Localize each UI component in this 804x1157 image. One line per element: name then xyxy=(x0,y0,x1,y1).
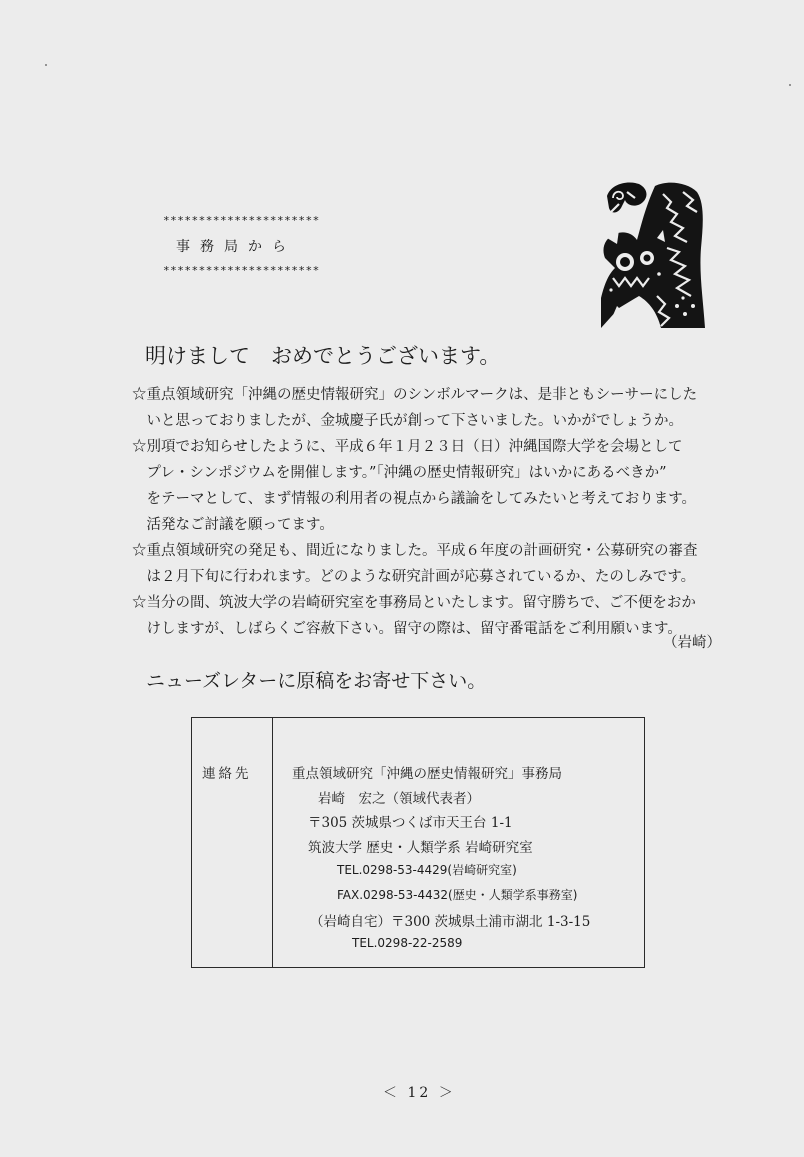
paragraph-line: 活発なご討議を願ってます。 xyxy=(132,517,334,533)
announcement-paragraphs xyxy=(132,382,698,642)
contact-person: 岩崎 宏之（領域代表者） xyxy=(318,791,480,807)
signature: （岩崎） xyxy=(663,635,721,651)
paragraph-line: をテーマとして、まず情報の利用者の視点から議論をしてみたいと考えております。 xyxy=(132,491,697,507)
paragraph-line: いと思っておりましたが、金城慶子氏が創って下さいました。いかがでしょうか。 xyxy=(132,413,683,429)
page-number: ＜ 12 ＞ xyxy=(383,1085,456,1101)
header-stars-bottom: ********************** xyxy=(163,264,320,277)
greeting-heading: 明けまして おめでとうございます。 xyxy=(145,344,501,368)
header-title: 事務局から xyxy=(176,239,296,255)
paragraph-line: ☆別項でお知らせしたように、平成６年１月２３日（日）沖縄国際大学を会場として xyxy=(132,439,683,455)
paragraph-line: プレ・シンポジウムを開催します。”「沖縄の歴史情報研究」はいかにあるべきか” xyxy=(132,465,667,481)
contact-label: 連絡先 xyxy=(202,766,252,782)
paragraph-line: ☆当分の間、筑波大学の岩崎研究室を事務局といたします。留守勝ちで、ご不便をおか xyxy=(132,595,696,611)
contact-dept: 筑波大学 歴史・人類学系 岩崎研究室 xyxy=(308,840,533,856)
shisa-icon xyxy=(597,178,709,332)
paragraph-line: ☆重点領域研究の発足も、間近になりました。平成６年度の計画研究・公募研究の審査 xyxy=(132,543,698,559)
contact-tel-lab: TEL.0298-53-4429(岩崎研究室) xyxy=(337,863,517,877)
paragraph-line: ☆重点領域研究「沖縄の歴史情報研究」のシンボルマークは、是非ともシーサーにした xyxy=(132,387,698,403)
contact-postal: 〒305 茨城県つくば市天王台 1-1 xyxy=(308,815,513,831)
contact-divider xyxy=(272,718,273,967)
contact-home: （岩崎自宅）〒300 茨城県土浦市湖北 1-3-15 xyxy=(310,914,591,930)
paragraph-line: は２月下旬に行われます。どのような研究計画が応募されているか、たのしみです。 xyxy=(132,569,696,585)
newsletter-call-heading: ニューズレターに原稿をお寄せ下さい。 xyxy=(146,670,487,692)
contact-box xyxy=(191,717,645,968)
contact-org: 重点領域研究「沖縄の歴史情報研究」事務局 xyxy=(292,766,562,782)
contact-tel-home: TEL.0298-22-2589 xyxy=(352,936,463,950)
scan-speck xyxy=(45,64,47,66)
contact-fax: FAX.0298-53-4432(歴史・人類学系事務室) xyxy=(337,888,578,902)
paragraph-line: けしますが、しばらくご容赦下さい。留守の際は、留守番電話をご利用願います。 xyxy=(132,621,682,637)
scan-speck xyxy=(789,84,791,86)
header-stars-top: ********************** xyxy=(163,214,320,227)
